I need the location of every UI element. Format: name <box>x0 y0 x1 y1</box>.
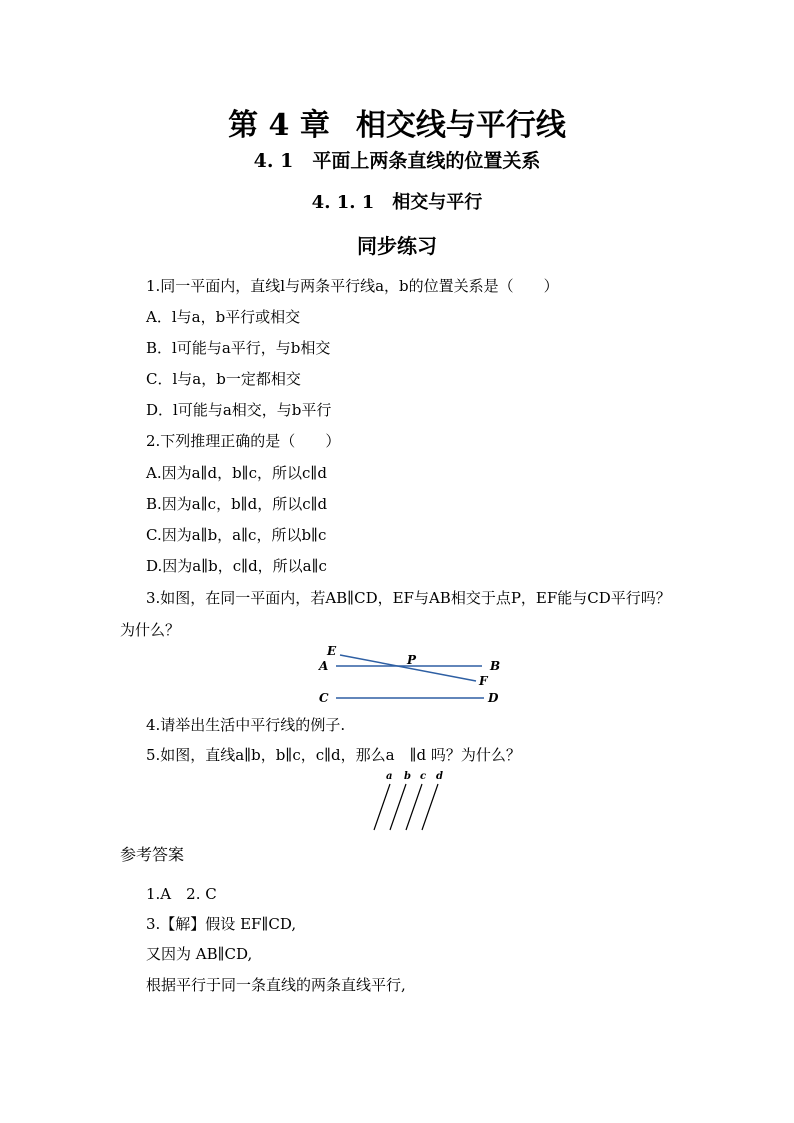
question-2-stem: 2.下列推理正确的是（ ） <box>146 432 341 450</box>
label-f: F <box>479 674 488 688</box>
line-b <box>390 784 406 830</box>
chapter-title: 相交线与平行线 <box>355 108 566 143</box>
label-a: a <box>386 771 393 782</box>
line-c <box>406 784 422 830</box>
subsection-title: 4. 1. 1 相交与平行 <box>311 192 483 213</box>
question-5: 5.如图，直线a∥b，b∥c，c∥d，那么a ∥d 吗？为什么？ <box>146 746 521 764</box>
label-c: C <box>319 691 329 705</box>
parallel-lines-figure <box>310 644 510 710</box>
chapter-number: 第 4 章 <box>228 108 330 143</box>
label-a: A <box>319 659 329 673</box>
question-2-option-c: C.因为a∥b，a∥c，所以b∥c <box>146 526 327 544</box>
label-d: D <box>488 691 499 705</box>
line-d <box>422 784 438 830</box>
label-d: d <box>436 771 443 782</box>
question-1-option-a: A．l与a，b平行或相交 <box>146 308 301 326</box>
exercise-title: 同步练习 <box>357 234 437 258</box>
label-b: b <box>404 771 411 782</box>
answer-line-1: 1.A 2. C <box>146 885 217 903</box>
answer-line-3: 又因为 AB∥CD, <box>146 945 253 963</box>
label-e: E <box>327 644 337 658</box>
four-parallel-lines-figure <box>366 768 450 834</box>
question-1-option-d: D．l可能与a相交，与b平行 <box>146 401 332 419</box>
question-4: 4.请举出生活中平行线的例子. <box>146 716 346 734</box>
answer-line-2: 3.【解】假设 EF∥CD, <box>146 915 297 933</box>
question-1-option-c: C．l与a，b一定都相交 <box>146 370 301 388</box>
answers-heading: 参考答案 <box>120 845 185 864</box>
section-title: 4. 1 平面上两条直线的位置关系 <box>253 150 541 172</box>
question-2-option-d: D.因为a∥b，c∥d，所以a∥c <box>146 557 327 575</box>
answer-line-4: 根据平行于同一条直线的两条直线平行, <box>146 976 406 994</box>
question-3-line-1: 3.如图，在同一平面内，若AB∥CD，EF与AB相交于点P，EF能与CD平行吗？ <box>146 589 671 607</box>
question-1-stem: 1.同一平面内，直线l与两条平行线a，b的位置关系是（ ） <box>146 277 559 295</box>
label-p: P <box>407 653 417 667</box>
chapter-heading <box>0 100 794 144</box>
question-1-option-b: B．l可能与a平行，与b相交 <box>146 339 331 357</box>
question-3-line-2: 为什么？ <box>120 621 181 639</box>
question-2-option-a: A.因为a∥d，b∥c，所以c∥d <box>146 464 327 482</box>
label-c: c <box>420 771 427 782</box>
question-2-option-b: B.因为a∥c，b∥d，所以c∥d <box>146 495 328 513</box>
line-a <box>374 784 390 830</box>
label-b: B <box>490 659 501 673</box>
